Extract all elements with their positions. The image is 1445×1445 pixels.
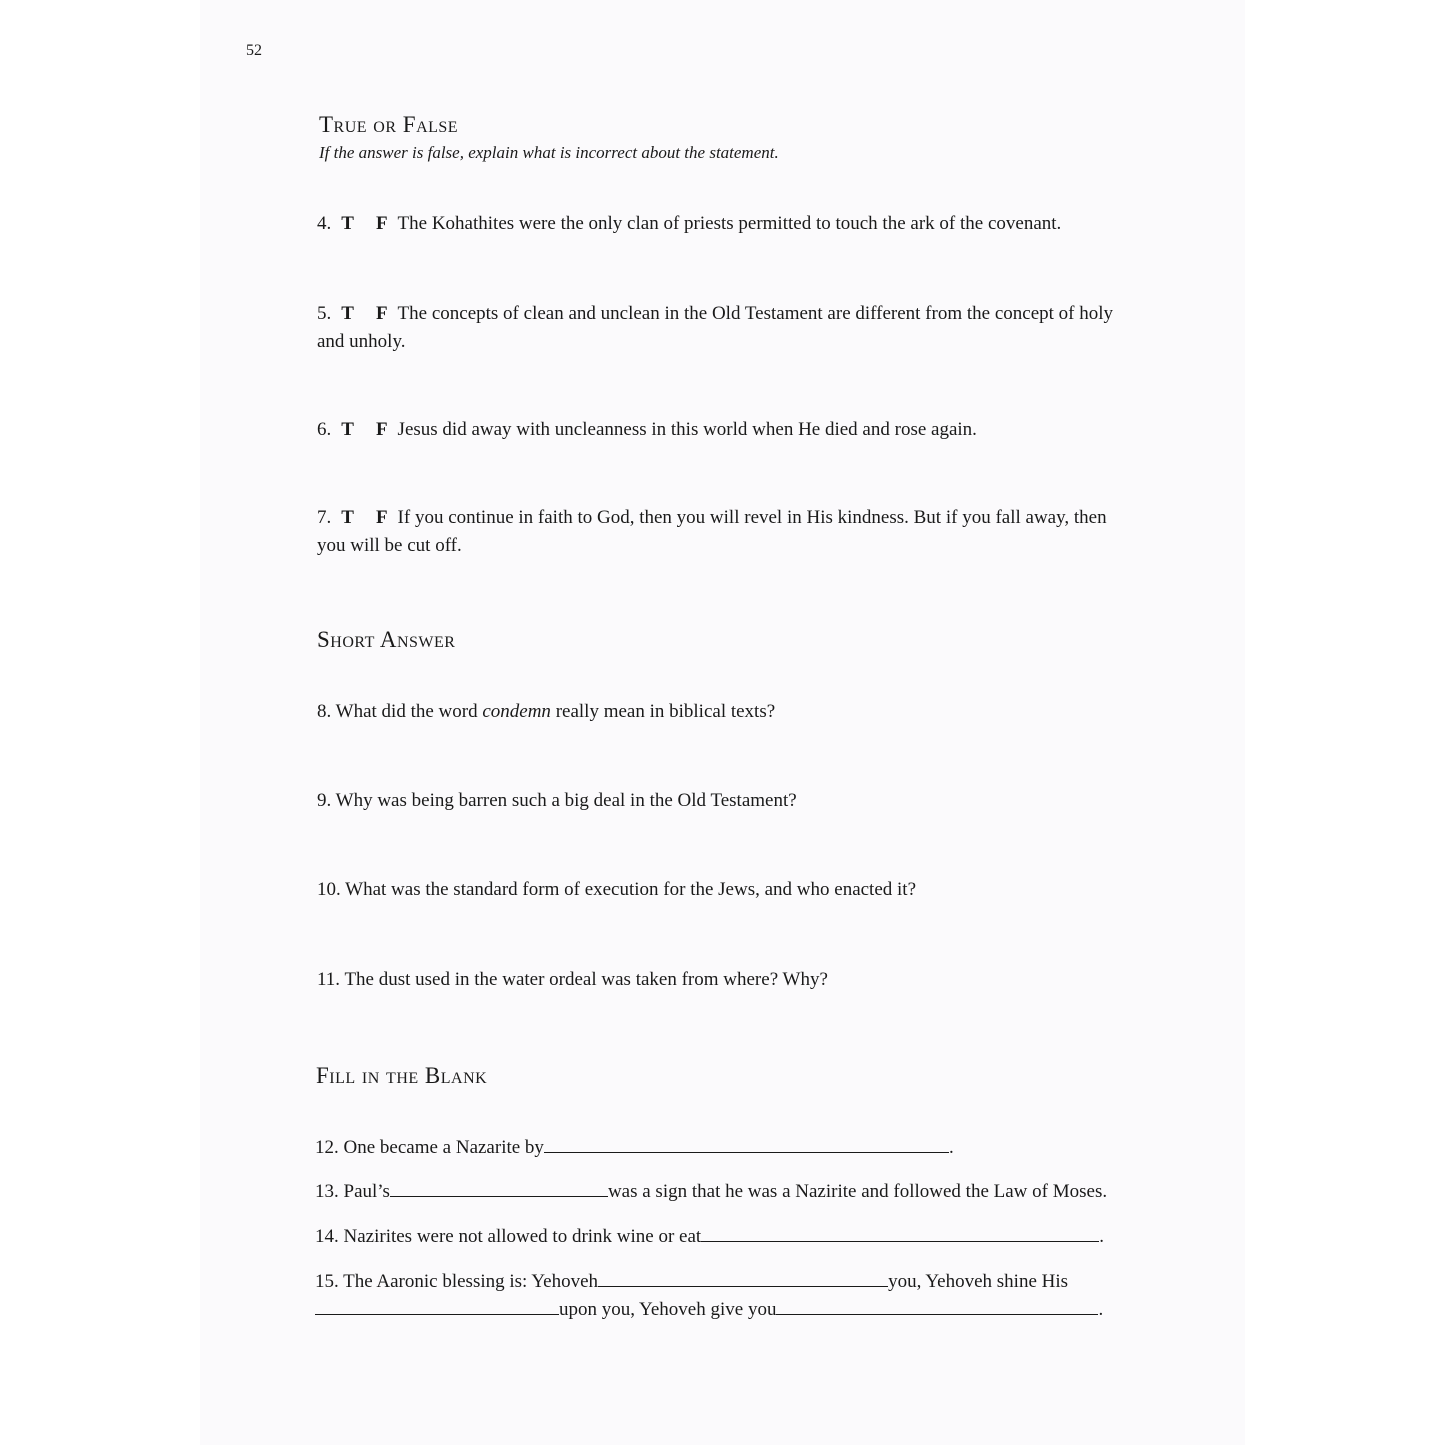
question-text: 14. Nazirites were not allowed to drink wine or eat [315, 1226, 702, 1247]
question-number: 4. [317, 213, 332, 234]
question-text: really mean in biblical texts? [550, 701, 776, 722]
question-text: The Kohathites were the only clan of priests permitted to touch the ark of the covenant. [397, 213, 1062, 234]
question-number: 6. [317, 419, 332, 440]
answer-blank[interactable] [776, 1298, 1098, 1315]
question-emphasis: condemn [482, 701, 551, 722]
section-title-short-answer: Short Answer [317, 627, 456, 652]
question-text: 10. What was the standard form of execution for the Jews, and who enacted it? [317, 879, 917, 900]
question-number: 7. [317, 507, 332, 528]
question-text: 8. What did the word [317, 701, 483, 722]
question-text: . [1099, 1226, 1104, 1247]
question-7 [317, 504, 1132, 560]
question-text: If you continue in faith to God, then you will revel in His kindness. But if you fall away, then you will be cut off. [317, 507, 1107, 556]
question-text: Jesus did away with uncleanness in this world when He died and rose again. [397, 419, 977, 440]
question-14 [315, 1223, 1130, 1251]
question-13 [315, 1178, 1130, 1206]
true-option[interactable]: T [341, 303, 354, 324]
page-number: 52 [246, 42, 262, 59]
question-11 [317, 966, 1132, 994]
question-text: 9. Why was being barren such a big deal in the Old Testament? [317, 790, 797, 811]
question-text: was a sign that he was a Nazirite and followed the Law of Moses. [607, 1181, 1108, 1202]
question-text: upon you, Yehoveh give you [559, 1299, 777, 1320]
question-text: you, Yehoveh shine His [888, 1271, 1069, 1292]
false-option[interactable]: F [375, 419, 388, 440]
question-text: 15. The Aaronic blessing is: Yehoveh [315, 1271, 599, 1292]
question-text: 12. One became a Nazarite by [315, 1137, 544, 1158]
answer-blank[interactable] [390, 1180, 608, 1197]
section-title-true-false: True or False [319, 112, 459, 137]
question-text: 13. Paul’s [315, 1181, 390, 1202]
question-15-line-2 [315, 1296, 1130, 1324]
false-option[interactable]: F [375, 303, 388, 324]
question-12 [315, 1134, 1130, 1162]
false-option[interactable]: F [375, 213, 388, 234]
question-text: . [948, 1137, 954, 1158]
true-option[interactable]: T [341, 507, 354, 528]
question-5 [317, 300, 1132, 356]
false-option[interactable]: F [375, 507, 388, 528]
answer-blank[interactable] [701, 1225, 1099, 1242]
section-title-fill-in-the-blank: Fill in the Blank [316, 1063, 488, 1088]
answer-blank[interactable] [315, 1298, 559, 1315]
answer-blank[interactable] [598, 1270, 888, 1287]
question-4 [317, 210, 1132, 238]
question-text: . [1098, 1299, 1104, 1320]
question-text: 11. The dust used in the water ordeal was taken from where? Why? [317, 969, 828, 990]
question-text: The concepts of clean and unclean in the Old Testament are different from the concept of holy and unholy. [317, 303, 1114, 352]
true-option[interactable]: T [341, 213, 354, 234]
question-6 [317, 416, 1132, 444]
question-number: 5. [317, 303, 332, 324]
question-9 [317, 787, 1132, 815]
question-8 [317, 698, 1132, 726]
answer-blank[interactable] [544, 1136, 949, 1153]
true-option[interactable]: T [341, 419, 354, 440]
true-false-instruction: If the answer is false, explain what is incorrect about the statement. [319, 143, 779, 162]
question-10 [317, 876, 1132, 904]
question-15 [315, 1268, 1130, 1324]
question-15-line-1 [315, 1268, 1130, 1296]
